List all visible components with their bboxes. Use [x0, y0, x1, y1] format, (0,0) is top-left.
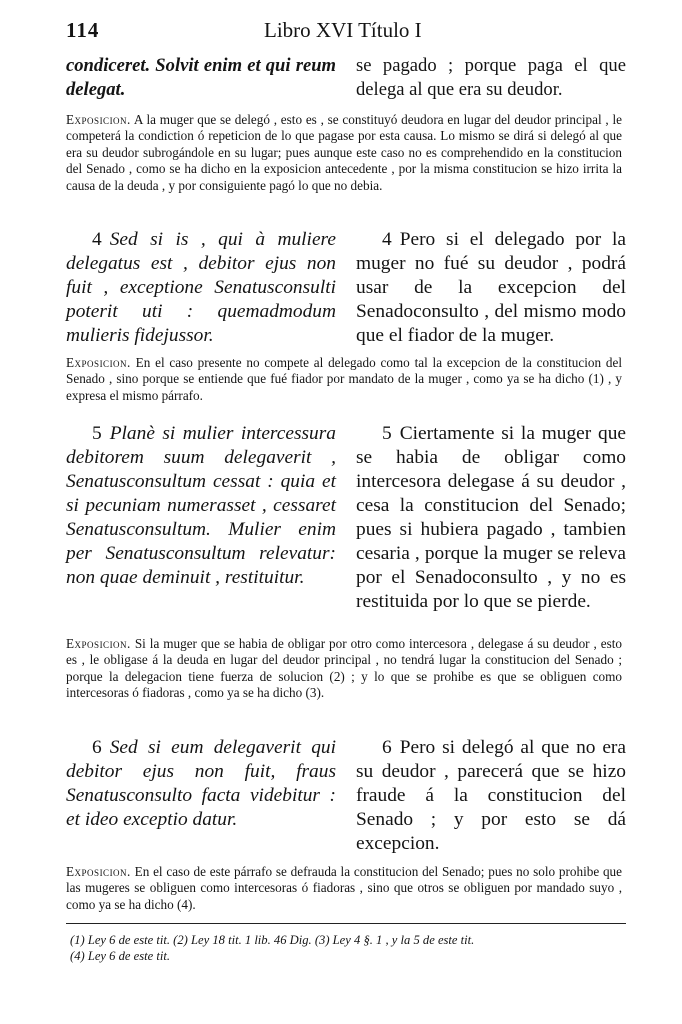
exposicion-label: Exposicion. — [66, 864, 131, 879]
latin-column — [66, 736, 336, 832]
footnotes — [70, 932, 626, 964]
spanish-text: Pero si delegó al que no era su deudor , parecerá que se hizo fraude á la constitucion del Senado ; y por esto se dá excepcion. — [356, 737, 626, 854]
page-number: 114 — [66, 18, 100, 42]
spanish-column — [356, 736, 626, 856]
exposicion-note — [66, 636, 622, 702]
paragraph-number: 6 — [382, 737, 392, 758]
exposicion-text: En el caso presente no compete al delegado como tal la excepcion de la constitucion del Senado , sino porque se entiende que fué fiador por mandato de la muger , como ya se ha dicho (1) , y expresa el mismo párrafo. — [66, 355, 622, 403]
text-block-6 — [66, 736, 626, 854]
exposicion-label: Exposicion. — [66, 636, 131, 651]
exposicion-label: Exposicion. — [66, 112, 131, 127]
latin-column: condiceret. Solvit enim et qui reum delegat. — [66, 55, 336, 100]
paragraph-number: 5 — [92, 423, 102, 444]
page-header — [66, 18, 626, 48]
running-head: Libro XVI Título I — [264, 18, 422, 42]
paragraph-number: 4 — [92, 229, 102, 250]
text-block-4 — [66, 228, 626, 348]
latin-text: Sed si eum delegaverit qui debitor ejus non fuit, fraus Senatusconsulto facta videbitur : et ideo exceptio datur. — [66, 737, 336, 830]
text-block-5 — [66, 422, 626, 622]
footnote-line: (4) Ley 6 de este tit. — [70, 949, 171, 963]
latin-column — [66, 422, 336, 590]
exposicion-label: Exposicion. — [66, 355, 131, 370]
exposicion-text: En el caso de este párrafo se defrauda la constitucion del Senado; pues no solo prohibe que las mugeres se obliguen como intercesoras ó fiadoras , sino que otros se obliguen por mandado suyo , como ya se ha dicho (4). — [66, 864, 622, 912]
latin-text: Planè si mulier intercessura debitorem suum delegaverit , Senatusconsultum cessat : quia et si pecuniam numerasset , cessaret Senatusconsultum. Mulier enim per Senatusconsultum relevatur: non quae deminuit , restituitur. — [66, 423, 336, 588]
exposicion-note — [66, 112, 622, 194]
paragraph-number: 5 — [382, 423, 392, 444]
exposicion-text: Si la muger que se habia de obligar por otro como intercesora , delegase á su deudor , esto es , le obligase á la deuda en lugar del deudor principal , no tendrá lugar la constitucion del Senado ; porque la delegacion tiene fuerza de solucion (2) ; y lo que se prohibe es que se obliguen como intercesoras ó fiadoras , como ya se ha dicho (3). — [66, 636, 622, 701]
latin-column — [66, 228, 336, 348]
spanish-text: Pero si el delegado por la muger no fué su deudor , podrá usar de la excepcion del Senadoconsulto , del mismo modo que el fiador de la muger. — [356, 229, 626, 346]
spanish-column — [356, 422, 626, 614]
text-block-continuation — [66, 54, 626, 102]
spanish-column — [356, 228, 626, 348]
exposicion-note — [66, 864, 622, 913]
exposicion-note — [66, 355, 622, 404]
latin-text: Sed si is , qui à muliere delegatus est , debitor ejus non fuit , exceptione Senatusconsulti poterit uti : quemadmodum mulieris fidejussor. — [66, 229, 336, 346]
spanish-text: Ciertamente si la muger que se habia de obligar como intercesora delegase á su deudor , cesa la constitucion del Senado; pues si hubiera pagado , tambien cesaria , porque la muger se releva por el Senadoconsulto , y no es restituida por lo que se pierde. — [356, 423, 626, 612]
footnote-line: (1) Ley 6 de este tit. (2) Ley 18 tit. 1 lib. 46 Dig. (3) Ley 4 §. 1 , y la 5 de este tit. — [70, 933, 475, 947]
exposicion-text: A la muger que se delegó , esto es , se constituyó deudora en lugar del deudor principal , le competerá la condiction ó repeticion de lo que pagase por esta causa. Lo mismo se dirá si delegó al que era su deudor subrogándole en su lugar; pues aunque este caso no es comprehendido en la constitucion del Senado , como se ha dicho en la exposicion antecedente , por la misma constitucion se hizo irrita la causa de la deuda , y por consiguiente pagó lo que no debia. — [66, 112, 622, 193]
footnote-divider — [66, 923, 626, 924]
paragraph-number: 4 — [382, 229, 392, 250]
paragraph-number: 6 — [92, 737, 102, 758]
spanish-column: se pagado ; porque paga el que delega al que era su deudor. — [356, 55, 626, 100]
